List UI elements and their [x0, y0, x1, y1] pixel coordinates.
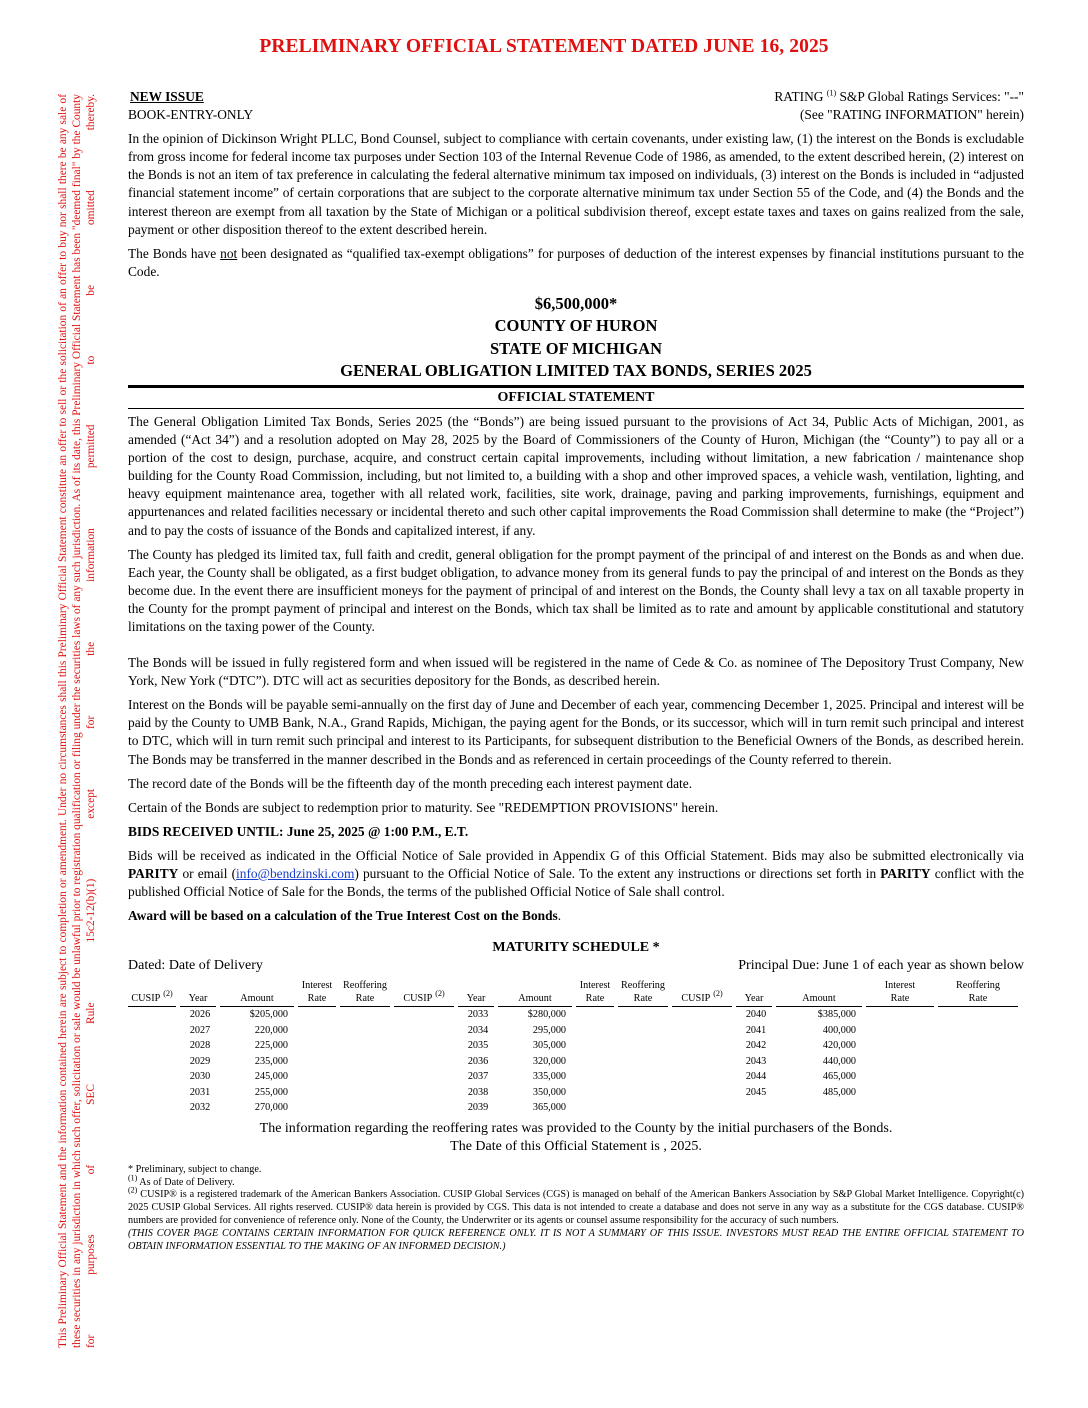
- reoffering-rate-header-line1: Reoffering: [956, 980, 1000, 992]
- reoffering-rate-cell: [618, 1054, 672, 1070]
- issuer-state: STATE OF MICHIGAN: [489, 338, 663, 358]
- cusip-cell: [672, 1023, 736, 1039]
- footnote-delivery-text: As of Date of Delivery.: [137, 1176, 235, 1188]
- year-cell: 2040: [745, 1009, 767, 1021]
- reoffering-rate-header: [938, 975, 1018, 1007]
- interest-rate-header-line1: Interest: [301, 980, 333, 992]
- reoffering-rate-column: [618, 975, 672, 1116]
- interest-rate-cell: [298, 1007, 340, 1023]
- amount-column: [776, 975, 866, 1116]
- reoffering-rate-header-text: Rate: [968, 992, 988, 1004]
- amount-cell: 400,000: [822, 1024, 856, 1036]
- reoffering-note: The information regarding the reoffering rates was provided to the County by the initial purchasers of the Bonds.: [259, 1120, 893, 1136]
- cusip-footnote-ref: (2): [435, 989, 445, 999]
- reoffering-rate-cell: [938, 1085, 1022, 1101]
- amount-column: [498, 975, 576, 1116]
- amount-cell: $280,000: [527, 1009, 566, 1021]
- amount-header-line1: [498, 980, 572, 993]
- issuer-county: COUNTY OF HURON: [494, 316, 658, 336]
- parity-label-2: PARITY: [880, 866, 931, 881]
- bond-title: GENERAL OBLIGATION LIMITED TAX BONDS, SERIES 2025: [340, 361, 812, 381]
- cusip-cell: [672, 1054, 736, 1070]
- cusip-header: [394, 975, 454, 1007]
- year-cell: 2044: [745, 1071, 767, 1083]
- interest-rate-header-text: Rate: [890, 992, 910, 1004]
- reoffering-rate-cell: [938, 1023, 1022, 1039]
- reoffering-rate-header: [340, 975, 390, 1007]
- amount-header-line1: [220, 980, 294, 993]
- year-cell: 2026: [189, 1009, 211, 1021]
- interest-rate-header: [576, 975, 614, 1007]
- cusip-cell: [128, 1069, 180, 1085]
- interest-rate-column: [576, 975, 618, 1116]
- purpose-paragraph: The General Obligation Limited Tax Bonds, Series 2025 (the “Bonds”) are being issued pursuant to the provisions of Act 34, Public Acts of Michigan, 2001, as amended (“Act 34”) and a resolution adopted on May 28, 2025 by the Board of Commissioners of the County of Huron, Michigan (the “County”) to pay all or a portion of the cost to design, purchase, acquire, and construct certain capital improvements, including without limitation, a new fabrication / maintenance shop building for the County Road Commission, including, but not limited to, a building with a shop and other improved spaces, a vehicle wash, ventilation, lighting, and heavy equipment maintenance area, together with all related work, facilities, site work, drainage, paving and parking improvements, furnishings, equipment and appurtenances and related facilities necessary or incidental thereto and such other capital improvements the Road Commission shall determine to make (the “Project”) and to pay the costs of issuance of the Bonds and capitalized interest, if any.: [128, 413, 1024, 538]
- amount-cell: 235,000: [254, 1055, 288, 1067]
- bond-counsel-opinion: In the opinion of Dickinson Wright PLLC, Bond Counsel, subject to compliance with certain covenants, under existing law, (1) the interest on the Bonds is excludable from gross income for federal income tax purposes under Section 103 of the Internal Revenue Code of 1986, as amended, to the extent described herein, (2) interest on the Bonds is not an item of tax preference in calculating the federal alternative minimum tax imposed on individuals, (3) interest on the Bonds is included in “adjusted financial statement income” of certain corporations that are subject to the corporate alternative minimum tax under Section 55 of the Code, and (4) the Bonds and the interest thereon are exempt from all taxation by the State of Michigan or a political subdivision thereof, except estate taxes and taxes on gains realized from the sale, payment or other disposition thereof to the extent described herein.: [128, 131, 1024, 237]
- cover-page-disclaimer: (THIS COVER PAGE CONTAINS CERTAIN INFORMATION FOR QUICK REFERENCE ONLY. IT IS NOT A SUMMARY OF THIS ISSUE. INVESTORS MUST READ THE ENTIRE OFFICIAL STATEMENT TO OBTAIN INFORMATION ESSENTIAL TO THE MAKING OF AN INFORMED DECISION.): [128, 1227, 1024, 1252]
- interest-rate-cell: [576, 1054, 618, 1070]
- cusip-column: [672, 975, 736, 1116]
- reoffering-rate-cell: [618, 1100, 672, 1116]
- cusip-header-line2: [128, 989, 176, 1006]
- year-header-line1: [180, 980, 216, 993]
- amount-header-text: Amount: [802, 992, 836, 1004]
- cusip-cell: [672, 1069, 736, 1085]
- interest-rate-cell: [866, 1069, 938, 1085]
- interest-rate-cell: [576, 1007, 618, 1023]
- cusip-cell: [394, 1085, 458, 1101]
- reoffering-rate-cell: [340, 1038, 394, 1054]
- year-cell: 2027: [189, 1024, 211, 1036]
- year-cell: 2035: [467, 1040, 489, 1052]
- interest-rate-cell: [866, 1023, 938, 1039]
- maturity-table: [128, 975, 1024, 1116]
- bids-text-c: ) pursuant to the Official Notice of Sale. To the extent any instructions or directions set forth in: [354, 866, 881, 881]
- bid-email-link[interactable]: info@bendzinski.com: [236, 866, 355, 881]
- cusip-cell: [394, 1023, 458, 1039]
- cusip-cell: [128, 1100, 180, 1116]
- cusip-cell: [128, 1054, 180, 1070]
- interest-rate-header-line1: Interest: [884, 980, 916, 992]
- amount-cell: 440,000: [822, 1055, 856, 1067]
- cusip-cell: [672, 1085, 736, 1101]
- title-block: [128, 293, 1024, 383]
- interest-rate-cell: [866, 1007, 938, 1023]
- preliminary-banner: PRELIMINARY OFFICIAL STATEMENT DATED JUNE 16, 2025: [259, 36, 829, 57]
- year-header: [736, 975, 772, 1007]
- reoffering-rate-header-text: Rate: [355, 992, 375, 1004]
- rating-see-note: (See "RATING INFORMATION" herein): [799, 107, 1024, 123]
- interest-rate-cell: [298, 1038, 340, 1054]
- interest-rate-cell: [866, 1054, 938, 1070]
- principal-due: Principal Due: June 1 of each year as shown below: [738, 958, 1024, 974]
- amount-cell: 270,000: [254, 1102, 288, 1114]
- amount-cell: $205,000: [249, 1009, 288, 1021]
- cusip-header-line1: [672, 980, 732, 993]
- cusip-cell: [672, 1038, 736, 1054]
- reoffering-rate-cell: [340, 1007, 394, 1023]
- side-notice: [56, 94, 112, 1348]
- footnote-cusip: [128, 1186, 1024, 1227]
- cusip-cell: [394, 1100, 458, 1116]
- dated-date: Dated: Date of Delivery: [128, 958, 263, 974]
- cusip-cell: [128, 1023, 180, 1039]
- footnotes: [128, 1164, 1024, 1254]
- interest-rate-cell: [298, 1069, 340, 1085]
- year-cell: 2042: [745, 1040, 767, 1052]
- reoffering-rate-cell: [340, 1023, 394, 1039]
- bids-paragraph: [128, 847, 1024, 901]
- section-rule: [128, 408, 1024, 409]
- cusip-cell: [394, 1054, 458, 1070]
- bids-text-d: conflict with the published Official Notice of Sale for the Bonds, the terms of the published Official Notice of Sale shall control.: [128, 866, 1024, 900]
- reoffering-rate-cell: [340, 1085, 394, 1101]
- cusip-header-line2: [394, 989, 454, 1006]
- cusip-column: [128, 975, 180, 1116]
- amount-cell: 295,000: [532, 1024, 566, 1036]
- amount-header-line2: [498, 993, 572, 1006]
- cusip-cell: [128, 1038, 180, 1054]
- award-text: Award will be based on a calculation of the True Interest Cost on the Bonds: [128, 908, 558, 924]
- reoffering-rate-header-line1: Reoffering: [621, 980, 665, 992]
- interest-rate-cell: [298, 1085, 340, 1101]
- maturity-schedule-title: MATURITY SCHEDULE *: [492, 940, 660, 956]
- year-cell: 2037: [467, 1071, 489, 1083]
- statement-date-line: The Date of this Official Statement is , 2025.: [450, 1138, 702, 1154]
- interest-rate-cell: [298, 1023, 340, 1039]
- interest-rate-cell: [298, 1100, 340, 1116]
- cusip-header: [128, 975, 176, 1007]
- year-header-line1: [458, 980, 494, 993]
- cusip-header: [672, 975, 732, 1007]
- maturity-group: [394, 975, 672, 1116]
- cusip-cell: [672, 1007, 736, 1023]
- bids-text-b: or email (: [178, 866, 237, 881]
- maturity-group: [672, 975, 1022, 1116]
- qualified-text-not: not: [220, 245, 238, 261]
- year-cell: 2032: [189, 1102, 211, 1114]
- year-cell: 2034: [467, 1024, 489, 1036]
- maturity-group: [128, 975, 394, 1116]
- cusip-header-line1: [394, 980, 454, 993]
- interest-rate-header-line2: [298, 993, 336, 1006]
- issue-amount: $6,500,000*: [534, 293, 618, 313]
- reoffering-rate-cell: [618, 1007, 672, 1023]
- year-header-line2: [180, 993, 216, 1006]
- maturity-dates-row: [128, 957, 1024, 974]
- amount-cell: 485,000: [822, 1086, 856, 1098]
- amount-cell: 245,000: [254, 1071, 288, 1083]
- issue-rating-row: [128, 88, 1024, 106]
- book-entry-row: [128, 106, 1024, 124]
- bids-deadline: BIDS RECEIVED UNTIL: June 25, 2025 @ 1:00 P.M., E.T.: [128, 823, 469, 839]
- security-paragraph: The County has pledged its limited tax, full faith and credit, general obligation for the prompt payment of the principal of and interest on the Bonds as and when due. Each year, the County shall be obligated, as a first budget obligation, to advance money from its general funds to pay the principal of and interest on the Bonds as they become due. In the event there are insufficient moneys for the payment of principal of and interest on the Bonds, the County shall levy a tax on all taxable property in the County for the prompt payment of principal and interest on the Bonds, which tax shall be limited as to rate and amount by applicable constitutional and statutory limitations on the taxing power of the County.: [128, 546, 1024, 634]
- amount-header-line2: [220, 993, 294, 1006]
- qualified-text-b: been designated as “qualified tax-exempt obligations” for purposes of deduction of the interest expenses by financial institutions pursuant to the Code.: [128, 245, 1024, 279]
- reoffering-rate-cell: [938, 1038, 1022, 1054]
- year-column: [180, 975, 220, 1116]
- interest-rate-cell: [576, 1069, 618, 1085]
- amount-cell: 320,000: [532, 1055, 566, 1067]
- reoffering-rate-cell: [340, 1054, 394, 1070]
- amount-cell: 420,000: [822, 1040, 856, 1052]
- qualified-tax-exempt-paragraph: [128, 245, 1024, 281]
- registration-paragraph: The Bonds will be issued in fully registered form and when issued will be registered in the name of Cede & Co. as nominee of The Depository Trust Company, New York, New York (“DTC”). DTC will act as securities depository for the Bonds, as described herein.: [128, 655, 1024, 689]
- cusip-cell: [128, 1085, 180, 1101]
- book-entry-label: BOOK-ENTRY-ONLY: [128, 107, 254, 123]
- year-cell: 2045: [745, 1086, 767, 1098]
- year-cell: 2043: [745, 1055, 767, 1067]
- amount-header-line2: [776, 993, 862, 1006]
- cusip-cell: [394, 1038, 458, 1054]
- interest-rate-header: [298, 975, 336, 1007]
- reoffering-rate-cell: [618, 1069, 672, 1085]
- year-header: [458, 975, 494, 1007]
- year-cell: 2039: [467, 1102, 489, 1114]
- side-notice-text: This Preliminary Official Statement and the information contained herein are subject to completion or amendment. Under no circumstances shall this Preliminary Official Statement constitute an offer to sell or the solicitation of an offer to buy nor shall there be any sale of these securities in any jurisdiction in which such offer, solicitation or sale would be unlawful prior to registration qualification or filing under the securities laws of any such jurisdiction. As of its date, this Preliminary Official Statement has been "deemed final" by the County for purposes of SEC Rule 15c2-12(b)(1) except for the information permitted to be omitted thereby.: [57, 94, 97, 1348]
- cusip-footnote-ref: (2): [163, 989, 173, 999]
- reoffering-rate-column: [938, 975, 1022, 1116]
- interest-rate-cell: [866, 1085, 938, 1101]
- reoffering-rate-cell: [340, 1100, 394, 1116]
- reoffering-rate-cell: [340, 1069, 394, 1085]
- reoffering-rate-cell: [938, 1069, 1022, 1085]
- amount-header: [498, 975, 572, 1007]
- amount-header: [220, 975, 294, 1007]
- year-header-line1: [736, 980, 772, 993]
- footnote-delivery: [128, 1173, 1024, 1190]
- interest-rate-cell: [298, 1054, 340, 1070]
- cusip-header-text: CUSIP: [681, 992, 711, 1004]
- reoffering-rate-cell: [618, 1023, 672, 1039]
- footnote-cusip-text: CUSIP® is a registered trademark of the American Bankers Association. CUSIP Global Services (CGS) is managed on behalf of the American Bankers Association by S&P Global Market Intelligence. Copyright(c) 2025 CUSIP Global Services. All rights reserved. CUSIP® data herein is provided by CGS. This data is not intended to create a database and does not serve in any way as a substitute for the CGS database. CUSIP® numbers are provided for convenience of reference only. None of the County, the Underwriter or its agents or counsel assume responsibility for the accuracy of such numbers.: [128, 1189, 1024, 1227]
- interest-rate-cell: [576, 1023, 618, 1039]
- interest-rate-cell: [576, 1100, 618, 1116]
- cusip-cell: [394, 1007, 458, 1023]
- year-header-line2: [458, 993, 494, 1006]
- year-cell: 2038: [467, 1086, 489, 1098]
- year-column: [736, 975, 776, 1116]
- footnote-preliminary: * Preliminary, subject to change.: [128, 1163, 262, 1175]
- interest-rate-column: [866, 975, 938, 1116]
- year-header-text: Year: [744, 992, 764, 1004]
- amount-cell: 335,000: [532, 1071, 566, 1083]
- reoffering-rate-header-text: Rate: [633, 992, 653, 1004]
- reoffering-rate-header-line1: Reoffering: [343, 980, 387, 992]
- interest-rate-header-text: Rate: [307, 992, 327, 1004]
- reoffering-rate-header: [618, 975, 668, 1007]
- reoffering-rate-cell: [938, 1054, 1022, 1070]
- reoffering-rate-cell: [618, 1038, 672, 1054]
- reoffering-rate-column: [340, 975, 394, 1116]
- amount-header-line1: [776, 980, 862, 993]
- rating-line: [774, 88, 1024, 106]
- year-cell: 2033: [467, 1009, 489, 1021]
- official-statement-label: OFFICIAL STATEMENT: [497, 389, 655, 405]
- rating-footnote-ref: (1): [826, 88, 837, 98]
- new-issue-label: NEW ISSUE: [130, 89, 204, 104]
- year-cell: 2030: [189, 1071, 211, 1083]
- amount-cell: $385,000: [817, 1009, 856, 1021]
- interest-rate-cell: [576, 1038, 618, 1054]
- year-cell: 2041: [745, 1024, 767, 1036]
- rating-agency: S&P Global Ratings Services: "--": [839, 89, 1024, 104]
- reoffering-rate-header-line2: [340, 993, 390, 1006]
- year-header-text: Year: [466, 992, 486, 1004]
- interest-rate-header-line2: [866, 993, 934, 1006]
- reoffering-rate-cell: [938, 1007, 1022, 1023]
- cusip-cell: [128, 1007, 180, 1023]
- amount-cell: 255,000: [254, 1086, 288, 1098]
- title-rule: [128, 385, 1024, 388]
- year-header-line2: [736, 993, 772, 1006]
- cusip-cell: [394, 1069, 458, 1085]
- reoffering-rate-cell: [618, 1085, 672, 1101]
- footnote-ref-1: (1): [128, 1173, 138, 1183]
- footnote-ref-2: (2): [128, 1186, 138, 1196]
- reoffering-rate-header-line2: [618, 993, 668, 1006]
- year-cell: 2031: [189, 1086, 211, 1098]
- amount-cell: 365,000: [532, 1102, 566, 1114]
- amount-header: [776, 975, 862, 1007]
- amount-cell: 305,000: [532, 1040, 566, 1052]
- interest-rate-header-line1: Interest: [579, 980, 611, 992]
- qualified-text-a: The Bonds have: [128, 245, 221, 261]
- year-cell: 2028: [189, 1040, 211, 1052]
- reoffering-rate-header-line2: [938, 993, 1018, 1006]
- year-cell: 2036: [467, 1055, 489, 1067]
- cusip-header-text: CUSIP: [403, 992, 433, 1004]
- amount-header-text: Amount: [518, 992, 552, 1004]
- award-paragraph: [128, 907, 1024, 925]
- amount-column: [220, 975, 298, 1116]
- cusip-header-line2: [672, 989, 732, 1006]
- rating-prefix: RATING: [774, 89, 824, 104]
- amount-header-text: Amount: [240, 992, 274, 1004]
- redemption-paragraph: Certain of the Bonds are subject to redemption prior to maturity. See "REDEMPTION PROVISIONS" herein.: [128, 799, 719, 815]
- main-content: [128, 88, 1024, 1253]
- year-column: [458, 975, 498, 1116]
- amount-cell: 225,000: [254, 1040, 288, 1052]
- cusip-column: [394, 975, 458, 1116]
- interest-rate-header-line2: [576, 993, 614, 1006]
- amount-cell: 350,000: [532, 1086, 566, 1098]
- interest-rate-cell: [866, 1038, 938, 1054]
- award-end: .: [557, 908, 562, 924]
- interest-rate-header: [866, 975, 934, 1007]
- record-date-paragraph: The record date of the Bonds will be the fifteenth day of the month preceding each interest payment date.: [128, 775, 693, 791]
- interest-rate-cell: [576, 1085, 618, 1101]
- bids-text-a: Bids will be received as indicated in the Official Notice of Sale provided in Appendix G of this Official Statement. Bids may also be submitted electronically via: [128, 847, 1024, 863]
- interest-rate-column: [298, 975, 340, 1116]
- parity-label: PARITY: [128, 866, 179, 881]
- cusip-header-text: CUSIP: [131, 992, 161, 1004]
- interest-paragraph: Interest on the Bonds will be payable semi-annually on the first day of June and December of each year, commencing December 1, 2025. Principal and interest will be paid by the County to UMB Bank, N.A., Grand Rapids, Michigan, the paying agent for the Bonds, or its successor, which will in turn remit such principal and interest to DTC, which will in turn remit such principal and interest to its Participants, for subsequent distribution to the Beneficial Owners of the Bonds, as described herein. The Bonds may be transferred in the manner described in the Bonds and as referenced in certain proceedings of the County referred to therein.: [128, 697, 1024, 767]
- year-header-text: Year: [188, 992, 208, 1004]
- interest-rate-header-text: Rate: [585, 992, 605, 1004]
- year-header: [180, 975, 216, 1007]
- amount-cell: 465,000: [822, 1071, 856, 1083]
- cusip-footnote-ref: (2): [713, 989, 723, 999]
- year-cell: 2029: [189, 1055, 211, 1067]
- amount-cell: 220,000: [254, 1024, 288, 1036]
